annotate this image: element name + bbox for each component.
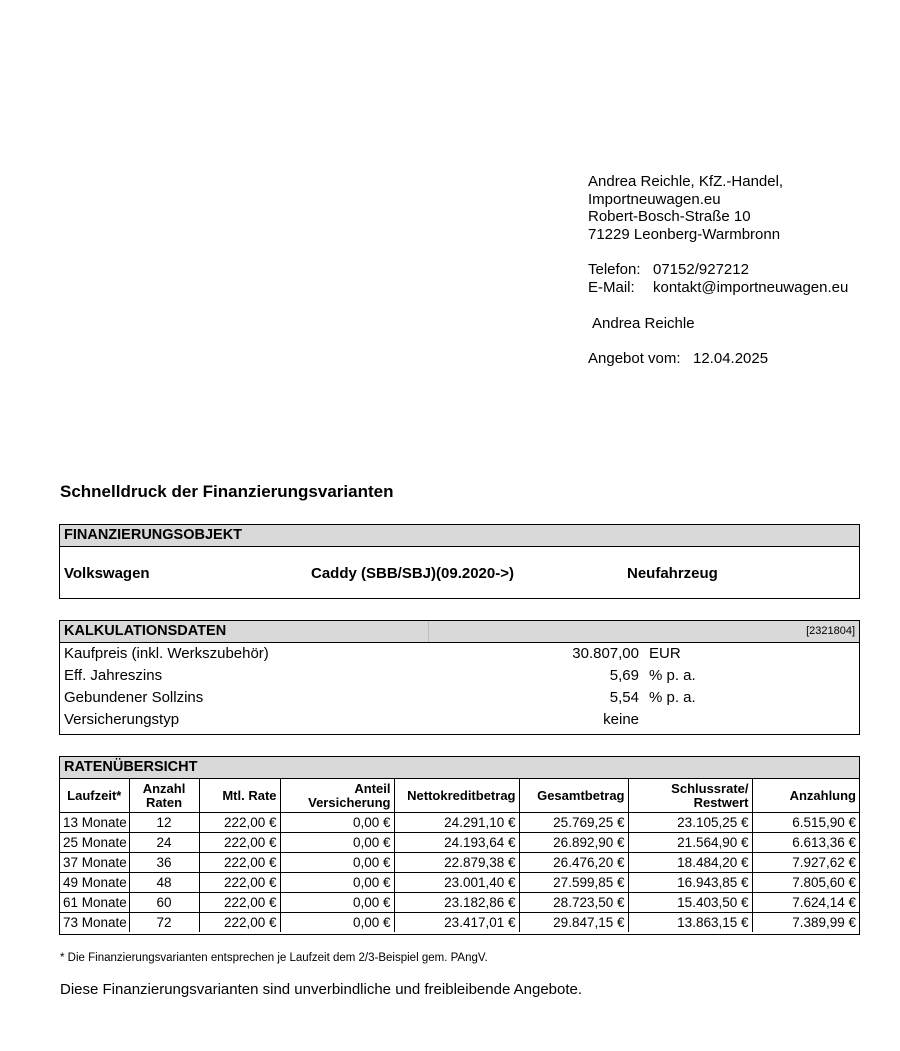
calc-value: keine	[603, 711, 639, 728]
term-cell: 13 Monate	[60, 813, 129, 833]
table-header-row	[60, 779, 859, 813]
phone-value: 07152/927212	[653, 261, 749, 278]
column-header: Gesamtbetrag	[519, 779, 628, 813]
table-row	[60, 893, 859, 913]
final-rate-cell: 21.564,90 €	[628, 833, 752, 853]
count-cell: 48	[129, 873, 199, 893]
email-value: kontakt@importneuwagen.eu	[653, 278, 849, 296]
calculation-data-section	[59, 620, 860, 735]
term-cell: 73 Monate	[60, 913, 129, 933]
column-header: Mtl. Rate	[199, 779, 280, 813]
net-credit-cell: 24.193,64 €	[394, 833, 519, 853]
calc-label: Gebundener Sollzins	[64, 689, 204, 706]
phone-label: Telefon:	[588, 261, 641, 278]
email-label: E-Mail:	[588, 278, 635, 296]
insurance-cell: 0,00 €	[280, 813, 394, 833]
section-header-title: KALKULATIONSDATEN	[64, 623, 227, 639]
calc-value: 30.807,00	[572, 645, 639, 662]
down-payment-cell: 6.515,90 €	[752, 813, 859, 833]
calc-label: Kaufpreis (inkl. Werkszubehör)	[64, 645, 269, 662]
calc-label: Eff. Jahreszins	[64, 667, 163, 684]
total-cell: 27.599,85 €	[519, 873, 628, 893]
sender-address-line: Robert-Bosch-Straße 10	[588, 208, 751, 225]
final-rate-cell: 18.484,20 €	[628, 853, 752, 873]
table-row	[60, 833, 859, 853]
column-header: Laufzeit*	[60, 779, 129, 813]
count-cell: 12	[129, 813, 199, 833]
insurance-cell: 0,00 €	[280, 893, 394, 913]
column-header: Nettokreditbetrag	[394, 779, 519, 813]
sender-address-line: 71229 Leonberg-Warmbronn	[588, 225, 781, 243]
vehicle-make: Volkswagen	[64, 565, 150, 582]
final-rate-cell: 15.403,50 €	[628, 893, 752, 913]
net-credit-cell: 23.417,01 €	[394, 913, 519, 933]
total-cell: 29.847,15 €	[519, 913, 628, 933]
column-header: Anzahlung	[752, 779, 859, 813]
section-header	[60, 621, 859, 643]
offer-date-line	[588, 350, 768, 367]
calc-label: Versicherungstyp	[64, 711, 180, 728]
insurance-cell: 0,00 €	[280, 833, 394, 853]
contact-person: Andrea Reichle	[592, 315, 695, 332]
column-header: Anteil Versicherung	[280, 779, 394, 813]
count-cell: 60	[129, 893, 199, 913]
sender-address-line: Andrea Reichle, KfZ.-Handel,	[588, 173, 784, 190]
table-row	[60, 913, 859, 933]
down-payment-cell: 7.805,60 €	[752, 873, 859, 893]
rate-cell: 222,00 €	[199, 893, 280, 913]
insurance-cell: 0,00 €	[280, 913, 394, 933]
installment-table	[60, 779, 859, 932]
rate-cell: 222,00 €	[199, 853, 280, 873]
net-credit-cell: 24.291,10 €	[394, 813, 519, 833]
vehicle-model: Caddy (SBB/SBJ)(09.2020->)	[311, 565, 514, 582]
column-header: Schlussrate/ Restwert	[628, 779, 752, 813]
calc-value: 5,69	[609, 667, 639, 684]
down-payment-cell: 6.613,36 €	[752, 833, 859, 853]
calc-unit: % p. a.	[649, 667, 696, 684]
footnote: * Die Finanzierungsvarianten entsprechen je Laufzeit dem 2/3-Beispiel gem. PAngV.	[60, 952, 488, 964]
table-row	[60, 873, 859, 893]
offer-date-value: 12.04.2025	[693, 350, 769, 367]
offer-date-label: Angebot vom:	[588, 350, 681, 367]
final-rate-cell: 16.943,85 €	[628, 873, 752, 893]
calc-unit: % p. a.	[649, 689, 696, 706]
rate-cell: 222,00 €	[199, 913, 280, 933]
total-cell: 25.769,25 €	[519, 813, 628, 833]
vehicle-condition: Neufahrzeug	[627, 565, 718, 582]
rate-cell: 222,00 €	[199, 813, 280, 833]
section-header: FINANZIERUNGSOBJEKT	[60, 525, 859, 547]
down-payment-cell: 7.389,99 €	[752, 913, 859, 933]
sender-contact	[588, 261, 848, 296]
count-cell: 72	[129, 913, 199, 933]
total-cell: 26.892,90 €	[519, 833, 628, 853]
down-payment-cell: 7.927,62 €	[752, 853, 859, 873]
table-row	[60, 813, 859, 833]
insurance-cell: 0,00 €	[280, 873, 394, 893]
financing-object-section	[59, 524, 860, 599]
net-credit-cell: 23.182,86 €	[394, 893, 519, 913]
down-payment-cell: 7.624,14 €	[752, 893, 859, 913]
term-cell: 61 Monate	[60, 893, 129, 913]
installment-overview-section	[59, 756, 860, 935]
rate-cell: 222,00 €	[199, 833, 280, 853]
final-rate-cell: 13.863,15 €	[628, 913, 752, 933]
table-row	[60, 853, 859, 873]
insurance-cell: 0,00 €	[280, 853, 394, 873]
count-cell: 36	[129, 853, 199, 873]
term-cell: 25 Monate	[60, 833, 129, 853]
calc-unit: EUR	[649, 645, 681, 662]
count-cell: 24	[129, 833, 199, 853]
calculation-reference: [2321804]	[428, 621, 859, 642]
rate-cell: 222,00 €	[199, 873, 280, 893]
term-cell: 49 Monate	[60, 873, 129, 893]
sender-address-line: Importneuwagen.eu	[588, 190, 721, 208]
final-rate-cell: 23.105,25 €	[628, 813, 752, 833]
term-cell: 37 Monate	[60, 853, 129, 873]
disclaimer: Diese Finanzierungsvarianten sind unverbindliche und freibleibende Angebote.	[60, 981, 583, 998]
column-header: Anzahl Raten	[129, 779, 199, 813]
net-credit-cell: 23.001,40 €	[394, 873, 519, 893]
page-title: Schnelldruck der Finanzierungsvarianten	[60, 482, 394, 501]
section-header: RATENÜBERSICHT	[60, 757, 859, 779]
calc-value: 5,54	[609, 689, 639, 706]
total-cell: 26.476,20 €	[519, 853, 628, 873]
net-credit-cell: 22.879,38 €	[394, 853, 519, 873]
total-cell: 28.723,50 €	[519, 893, 628, 913]
sender-address	[588, 173, 783, 243]
